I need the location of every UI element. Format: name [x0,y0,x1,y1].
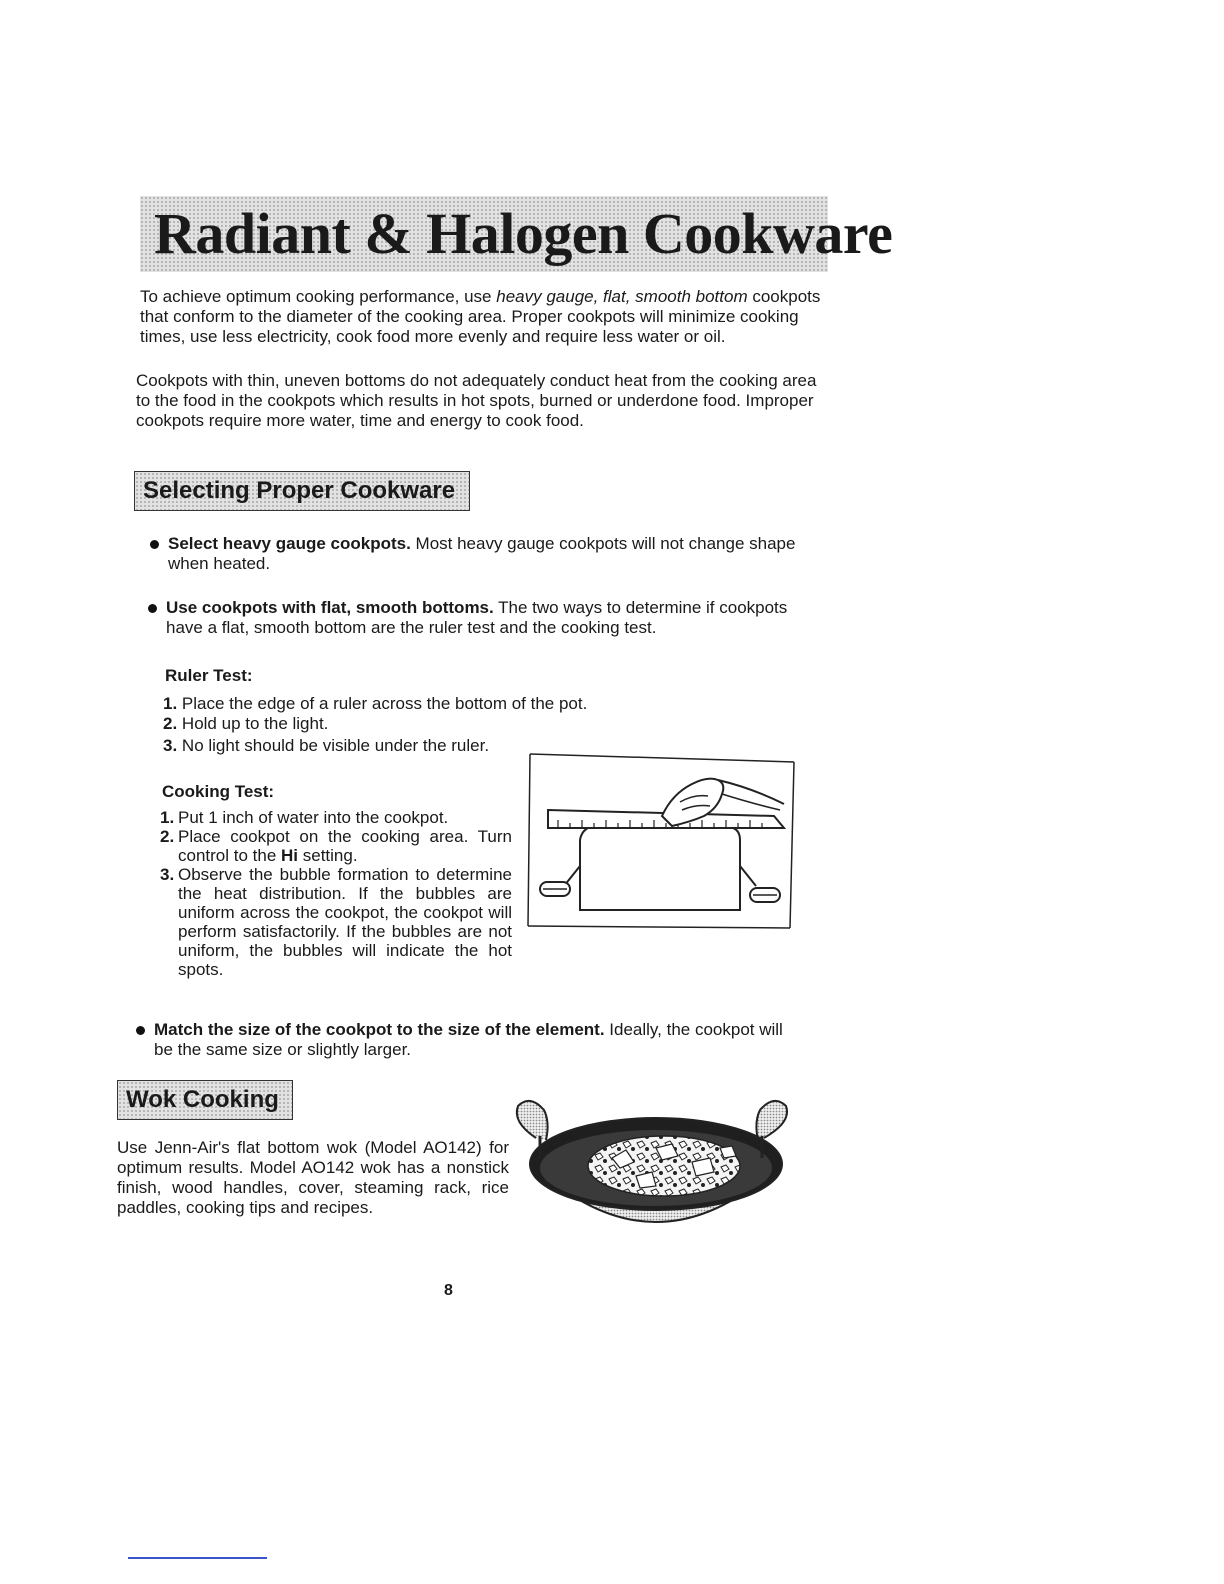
bullet-bold: Use cookpots with flat, smooth bottoms. [166,598,494,617]
step-number: 3. [160,865,175,884]
step-text: Observe the bubble formation to determine the heat distribution. If the bubbles are uniform across the cookpot, the cookpot will perform satisfactorily. If the bubbles are not uniform, the bubbles will indicate the hot spots. [178,865,512,979]
cooking-test-title: Cooking Test: [162,782,275,801]
bullet-flat-bottoms [166,598,816,638]
intro-text: To achieve optimum cooking performance, use [140,287,497,306]
step-text: Place cookpot on the cooking area. Turn control to the [178,827,512,865]
bullet-bold: Select heavy gauge cookpots. [168,534,411,553]
step-number: 1. [160,808,175,827]
ruler-test-title: Ruler Test: [165,666,253,685]
step-number: 2. [163,714,178,733]
bullet-body: Most heavy gauge cookpots will not change shape when heated. [168,534,796,573]
step-number: 2. [160,827,175,846]
cooking-test-steps [160,808,512,979]
step-number: 1. [163,694,178,713]
bullet-body: Ideally, the cookpot will be the same size or slightly larger. [154,1020,783,1059]
intro-paragraph-2: Cookpots with thin, uneven bottoms do not adequately conduct heat from the cooking area to the food in the cookpots which results in hot spots, burned or underdone food. Improper cookpots require more water, time and energy to cook food. [136,371,817,430]
footer-divider [128,1557,267,1559]
page-title: Radiant & Halogen Cookware [154,201,893,266]
page-title-banner [140,196,893,272]
step-text-cont: setting. [298,846,358,865]
page-number: 8 [444,1282,453,1299]
bullet-body: The two ways to determine if cookpots have a flat, smooth bottom are the ruler test and the cooking test. [166,598,788,637]
cooking-step-1 [160,808,512,827]
wok-illustration [496,1092,816,1244]
step-text: Put 1 inch of water into the cookpot. [178,808,449,827]
bullet-heavy-gauge [168,534,818,574]
wok-paragraph: Use Jenn-Air's flat bottom wok (Model AO142) for optimum results. Model AO142 wok has a nonstick finish, wood handles, cover, steaming rack, rice paddles, cooking tips and recipes. [117,1138,509,1217]
intro-emphasis: heavy gauge, flat, smooth bottom [496,287,748,306]
step-text: Place the edge of a ruler across the bottom of the pot. [181,694,588,713]
section-heading-wok: Wok Cooking [117,1080,293,1120]
bullet-icon [136,1026,145,1035]
intro-paragraph-1 [140,287,830,347]
bullet-bold: Match the size of the cookpot to the size of the element. [154,1020,605,1039]
ruler-step-3 [163,736,489,755]
bullet-icon [150,540,159,549]
section-heading-selecting: Selecting Proper Cookware [134,471,470,511]
ruler-step-1 [163,694,587,713]
intro-text-cont: cookpots that conform to the diameter of the cooking area. Proper cookpots will minimize cooking times, use less electricity, cook food more evenly and require less water or oil. [140,287,821,346]
bullet-icon [148,604,157,613]
step-text: Hold up to the light. [181,714,329,733]
cooking-step-3 [160,865,512,979]
step-text: No light should be visible under the ruler. [181,736,490,755]
cooking-step-2 [160,827,512,865]
bullet-match-size [154,1020,804,1060]
step-emphasis: Hi [281,846,299,865]
ruler-test-illustration [522,750,797,932]
ruler-step-2 [163,714,328,733]
step-number: 3. [163,736,178,755]
